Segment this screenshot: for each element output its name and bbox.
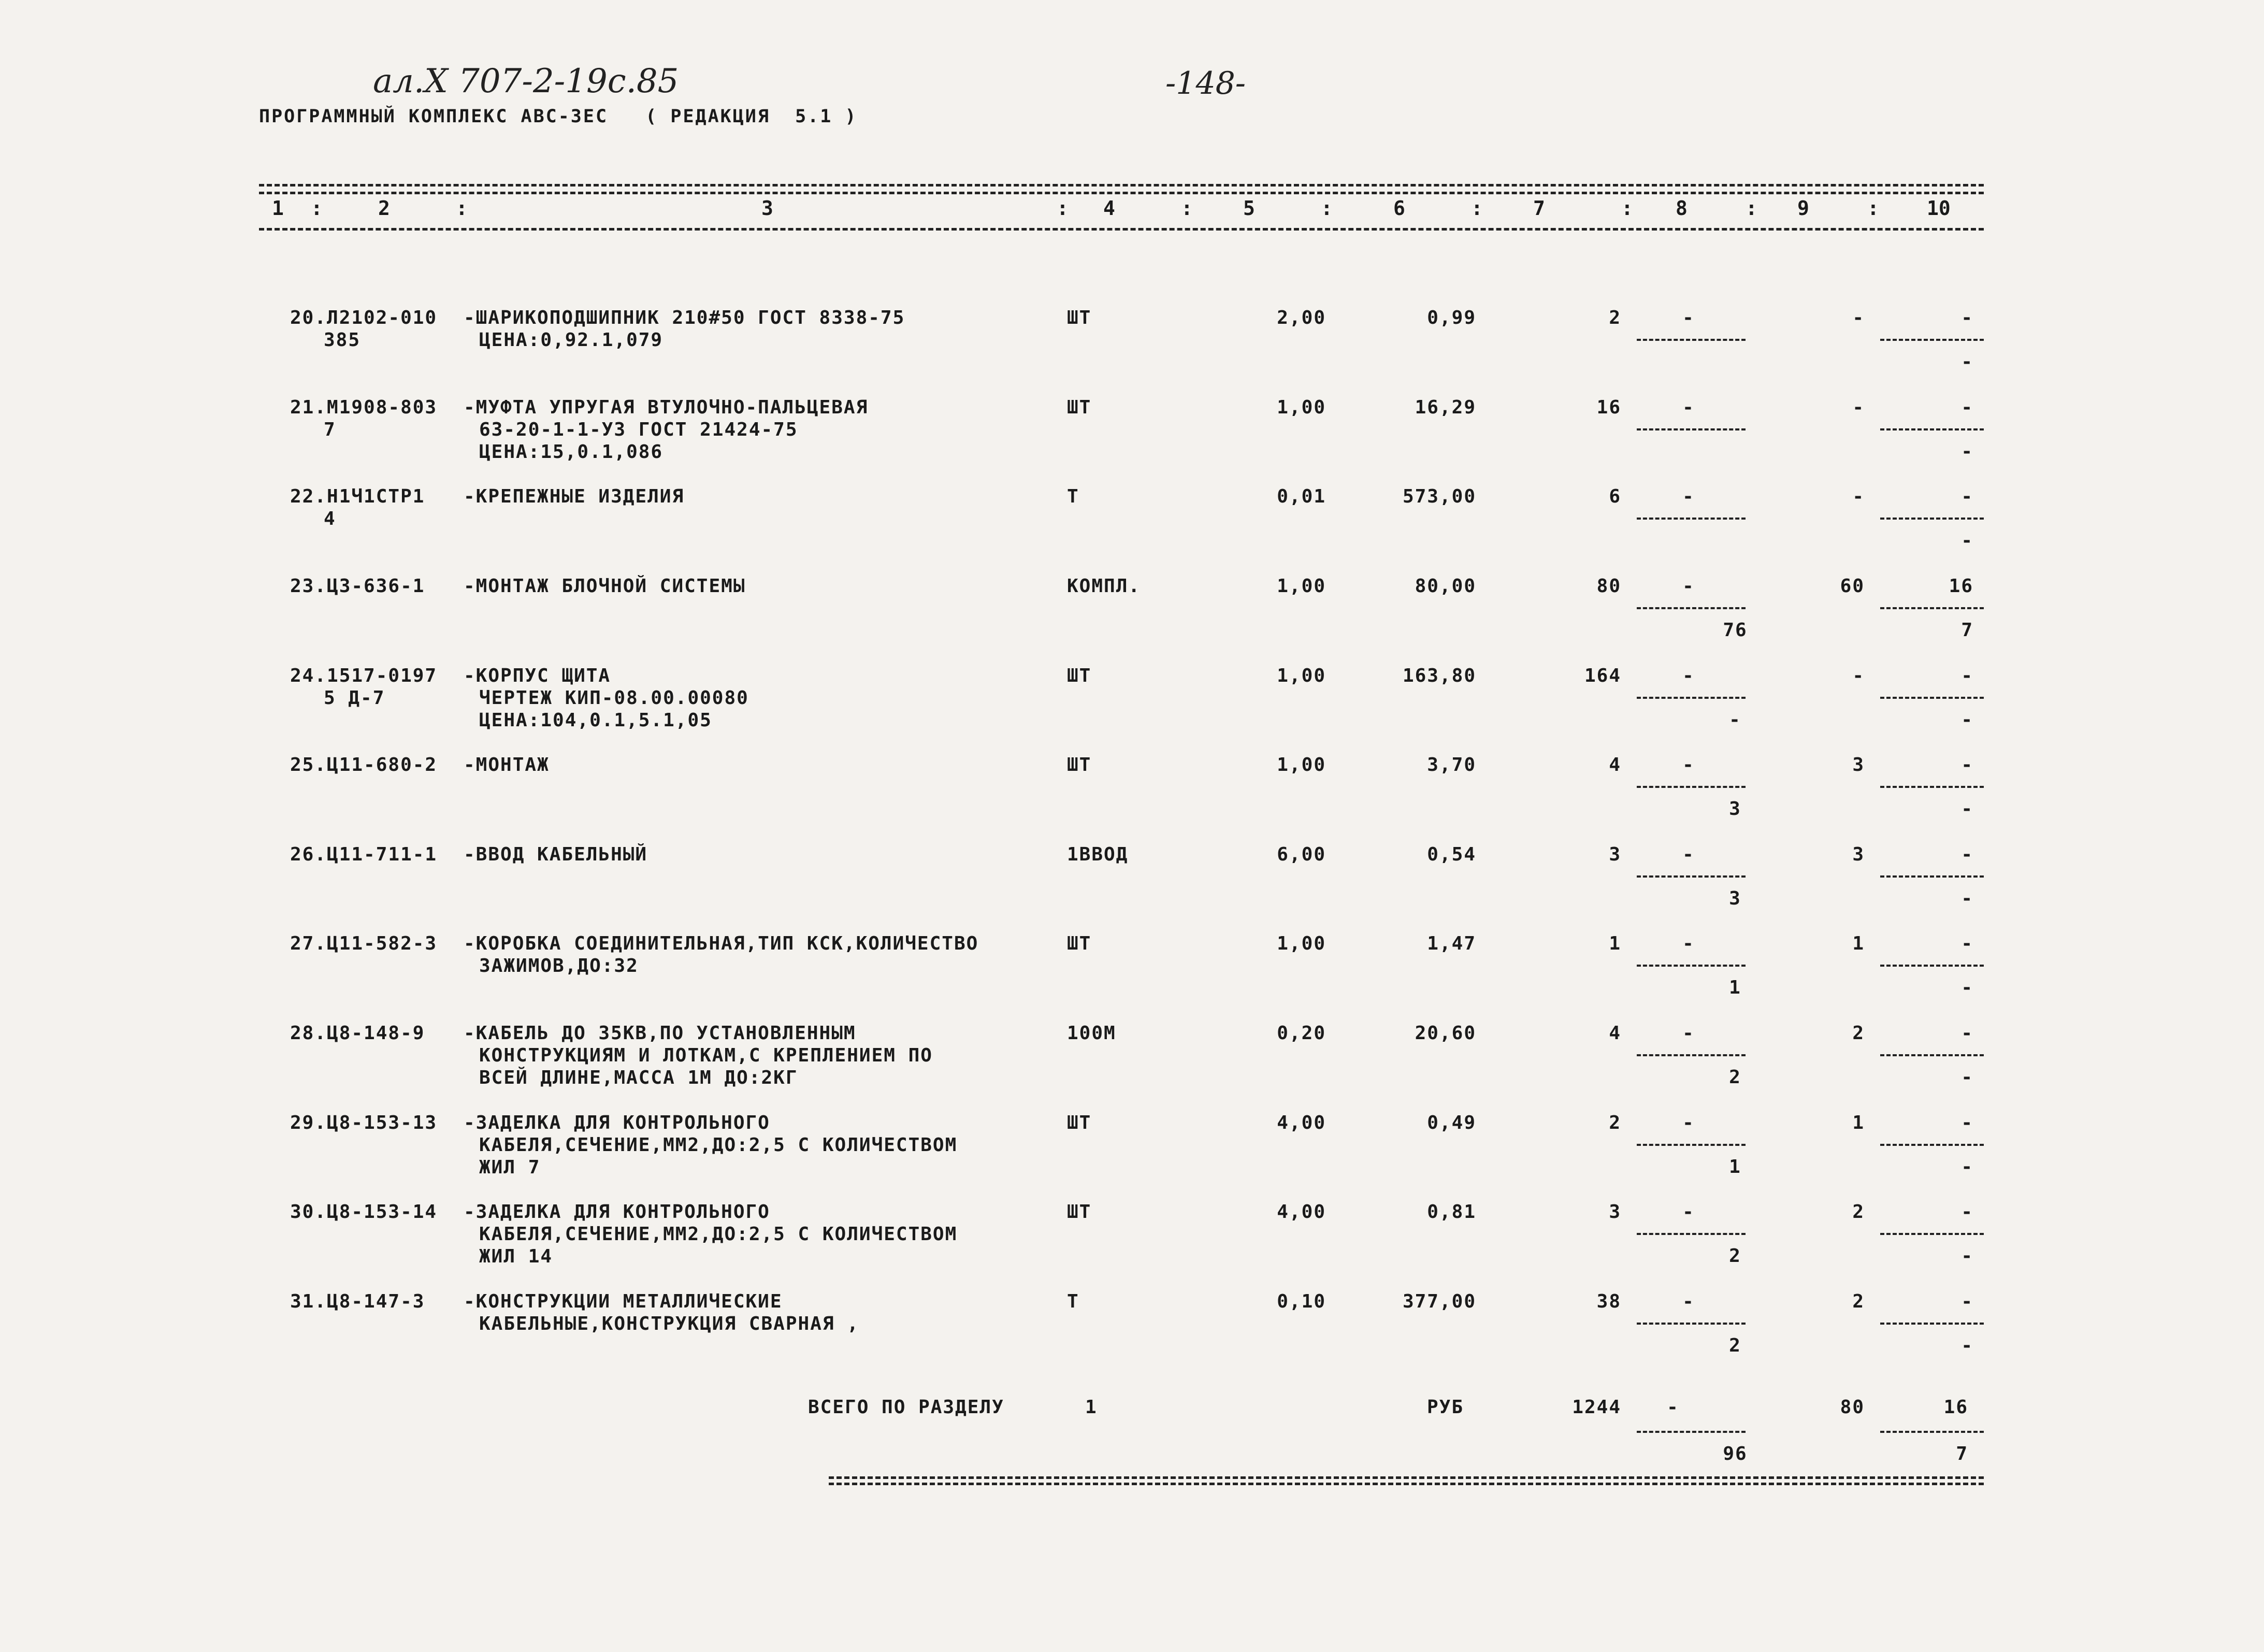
column-header-3: 3 xyxy=(761,197,773,220)
row-description-line: -МОНТАЖ БЛОЧНОЙ СИСТЕМЫ xyxy=(464,576,746,597)
row-total: 2 xyxy=(1609,307,1621,328)
summary-col8-rule xyxy=(1637,1431,1746,1433)
row-col10-bottom: - xyxy=(1961,1335,1973,1356)
row-code: 31.Ц8-147-3 xyxy=(290,1291,425,1312)
column-header-7: 7 xyxy=(1533,197,1545,220)
row-col9: 3 xyxy=(1852,754,1865,775)
row-col8-rule xyxy=(1637,697,1746,699)
row-unit: ШТ xyxy=(1067,307,1092,328)
row-col8-top: - xyxy=(1682,1023,1695,1044)
row-description-line: -КАБЕЛЬ ДО 35КВ,ПО УСТАНОВЛЕННЫМ xyxy=(464,1023,856,1044)
column-separator: : xyxy=(1746,197,1757,220)
column-header-10: 10 xyxy=(1927,197,1951,220)
row-col9: 1 xyxy=(1852,1112,1865,1133)
row-unit: Т xyxy=(1067,1291,1079,1312)
row-price: 377,00 xyxy=(1402,1291,1476,1312)
row-description-line: ЧЕРТЕЖ КИП-08.00.00080 xyxy=(479,687,749,709)
row-quantity: 0,01 xyxy=(1277,486,1326,507)
row-col8-top: - xyxy=(1682,665,1695,686)
row-col10-rule xyxy=(1880,339,1984,341)
row-description-line: ЖИЛ 7 xyxy=(479,1157,541,1178)
column-header-4: 4 xyxy=(1103,197,1115,220)
row-code: 23.Ц3-636-1 xyxy=(290,576,425,597)
row-col10-bottom: 7 xyxy=(1961,620,1973,641)
row-col8-rule xyxy=(1637,428,1746,430)
row-total: 1 xyxy=(1609,933,1621,954)
row-col10-rule xyxy=(1880,875,1984,878)
row-code: 24.1517-0197 xyxy=(290,665,438,686)
row-price: 0,54 xyxy=(1427,844,1476,865)
row-total: 6 xyxy=(1609,486,1621,507)
row-quantity: 0,10 xyxy=(1277,1291,1326,1312)
row-code-suffix: 5 Д-7 xyxy=(324,687,385,709)
column-header-2: 2 xyxy=(378,197,390,220)
row-description-line: -КОНСТРУКЦИИ МЕТАЛЛИЧЕСКИЕ xyxy=(464,1291,783,1312)
row-col9: - xyxy=(1852,397,1865,418)
row-col8-top: - xyxy=(1682,933,1695,954)
row-description-line: -МОНТАЖ xyxy=(464,754,550,775)
row-code: 26.Ц11-711-1 xyxy=(290,844,438,865)
row-col9: 2 xyxy=(1852,1023,1865,1044)
row-unit: Т xyxy=(1067,486,1079,507)
table-top-rule xyxy=(259,184,1984,186)
row-description-line: -КОРОБКА СОЕДИНИТЕЛЬНАЯ,ТИП КСК,КОЛИЧЕСТВО xyxy=(464,933,979,954)
row-unit: КОМПЛ. xyxy=(1067,576,1141,597)
column-header-8: 8 xyxy=(1676,197,1688,220)
row-col9: 3 xyxy=(1852,844,1865,865)
row-col10-rule xyxy=(1880,428,1984,430)
row-code: 21.М1908-803 xyxy=(290,397,438,418)
row-col8-rule xyxy=(1637,875,1746,878)
row-code: 20.Л2102-010 xyxy=(290,307,438,328)
row-col10-rule xyxy=(1880,1323,1984,1325)
row-col8-rule xyxy=(1637,965,1746,967)
row-col9: - xyxy=(1852,665,1865,686)
row-description-line: -КРЕПЕЖНЫЕ ИЗДЕЛИЯ xyxy=(464,486,685,507)
row-total: 164 xyxy=(1584,665,1621,686)
row-col8-bottom: 2 xyxy=(1729,1245,1741,1267)
row-unit: ШТ xyxy=(1067,397,1092,418)
row-col10-top: - xyxy=(1961,1291,1973,1312)
row-description-line: КАБЕЛЯ,СЕЧЕНИЕ,ММ2,ДО:2,5 С КОЛИЧЕСТВОМ xyxy=(479,1224,958,1245)
page-number: -148- xyxy=(1165,65,1246,102)
row-col8-rule xyxy=(1637,1054,1746,1056)
table-bottom-rule-2 xyxy=(829,1483,1984,1485)
row-description-line: 63-20-1-1-У3 ГОСТ 21424-75 xyxy=(479,419,798,440)
program-header: ПРОГРАММНЫЙ КОМПЛЕКС АВС-ЗЕС ( РЕДАКЦИЯ 5.1 ) xyxy=(259,106,858,127)
row-col8-bottom: 2 xyxy=(1729,1335,1741,1356)
row-col10-bottom: - xyxy=(1961,1245,1973,1267)
row-code: 28.Ц8-148-9 xyxy=(290,1023,425,1044)
row-col8-rule xyxy=(1637,607,1746,609)
summary-col10-bottom: 7 xyxy=(1956,1443,1968,1464)
row-col8-top: - xyxy=(1682,307,1695,328)
row-price: 1,47 xyxy=(1427,933,1476,954)
row-col10-top: - xyxy=(1961,1112,1973,1133)
row-total: 16 xyxy=(1596,397,1621,418)
row-col10-rule xyxy=(1880,965,1984,967)
row-quantity: 2,00 xyxy=(1277,307,1326,328)
row-col8-top: - xyxy=(1682,397,1695,418)
row-description-line: -КОРПУС ЩИТА xyxy=(464,665,611,686)
row-total: 2 xyxy=(1609,1112,1621,1133)
column-header-9: 9 xyxy=(1797,197,1809,220)
row-price: 0,49 xyxy=(1427,1112,1476,1133)
row-col8-top: - xyxy=(1682,754,1695,775)
row-quantity: 1,00 xyxy=(1277,754,1326,775)
column-header-6: 6 xyxy=(1393,197,1405,220)
row-unit: ШТ xyxy=(1067,933,1092,954)
row-price: 573,00 xyxy=(1402,486,1476,507)
row-total: 3 xyxy=(1609,844,1621,865)
row-col9: 2 xyxy=(1852,1201,1865,1223)
row-col10-rule xyxy=(1880,1054,1984,1056)
summary-label: ВСЕГО ПО РАЗДЕЛУ xyxy=(808,1397,1004,1418)
row-col8-rule xyxy=(1637,1233,1746,1235)
row-col10-bottom: - xyxy=(1961,1067,1973,1088)
row-description-line: КОНСТРУКЦИЯМ И ЛОТКАМ,С КРЕПЛЕНИЕМ ПО xyxy=(479,1045,933,1066)
row-col10-rule xyxy=(1880,518,1984,520)
row-col10-top: - xyxy=(1961,844,1973,865)
column-separator: : xyxy=(1471,197,1483,220)
row-col10-bottom: - xyxy=(1961,1156,1973,1177)
column-separator: : xyxy=(1181,197,1193,220)
row-description-line: КАБЕЛЯ,СЕЧЕНИЕ,ММ2,ДО:2,5 С КОЛИЧЕСТВОМ xyxy=(479,1134,958,1156)
column-separator: : xyxy=(311,197,323,220)
row-quantity: 1,00 xyxy=(1277,933,1326,954)
row-quantity: 1,00 xyxy=(1277,576,1326,597)
row-quantity: 4,00 xyxy=(1277,1112,1326,1133)
row-col10-bottom: - xyxy=(1961,888,1973,909)
row-unit: ШТ xyxy=(1067,1201,1092,1223)
row-col10-bottom: - xyxy=(1961,709,1973,730)
summary-col10-top: 16 xyxy=(1943,1397,1968,1418)
row-code: 30.Ц8-153-14 xyxy=(290,1201,438,1223)
summary-col8-bottom: 96 xyxy=(1723,1443,1748,1464)
column-separator: : xyxy=(456,197,468,220)
row-col8-bottom: 3 xyxy=(1729,888,1741,909)
row-price: 3,70 xyxy=(1427,754,1476,775)
row-col8-rule xyxy=(1637,1144,1746,1146)
row-col8-top: - xyxy=(1682,1201,1695,1223)
row-col8-top: - xyxy=(1682,1112,1695,1133)
row-col8-bottom: 1 xyxy=(1729,977,1741,998)
row-col8-top: - xyxy=(1682,486,1695,507)
row-description-line: ЗАЖИМОВ,ДО:32 xyxy=(479,955,639,976)
summary-col10-rule xyxy=(1880,1431,1984,1433)
row-col9: 60 xyxy=(1840,576,1865,597)
row-price: 163,80 xyxy=(1402,665,1476,686)
row-col10-rule xyxy=(1880,697,1984,699)
summary-currency: РУБ xyxy=(1427,1397,1464,1418)
row-unit: 1ВВОД xyxy=(1067,844,1129,865)
row-col8-rule xyxy=(1637,518,1746,520)
row-total: 3 xyxy=(1609,1201,1621,1223)
row-col8-bottom: 3 xyxy=(1729,798,1741,820)
row-price: 0,81 xyxy=(1427,1201,1476,1223)
table-bottom-rule xyxy=(829,1476,1984,1479)
row-col9: - xyxy=(1852,486,1865,507)
column-header-1: 1 xyxy=(272,197,284,220)
row-col10-top: - xyxy=(1961,1201,1973,1223)
row-code: 22.Н1Ч1СТР1 xyxy=(290,486,425,507)
row-description-line: -МУФТА УПРУГАЯ ВТУЛОЧНО-ПАЛЬЦЕВАЯ xyxy=(464,397,869,418)
row-code: 27.Ц11-582-3 xyxy=(290,933,438,954)
row-description-line: -ЗАДЕЛКА ДЛЯ КОНТРОЛЬНОГО xyxy=(464,1201,770,1223)
row-unit: ШТ xyxy=(1067,1112,1092,1133)
row-description-line: -ЗАДЕЛКА ДЛЯ КОНТРОЛЬНОГО xyxy=(464,1112,770,1133)
summary-col9: 80 xyxy=(1840,1397,1865,1418)
row-unit: ШТ xyxy=(1067,665,1092,686)
row-col10-top: 16 xyxy=(1949,576,1973,597)
summary-col8-top: - xyxy=(1667,1397,1679,1418)
row-col10-top: - xyxy=(1961,665,1973,686)
summary-total: 1244 xyxy=(1572,1397,1621,1418)
row-col10-rule xyxy=(1880,786,1984,788)
row-col10-bottom: - xyxy=(1961,351,1973,372)
column-separator: : xyxy=(1057,197,1069,220)
column-separator: : xyxy=(1867,197,1879,220)
row-quantity: 0,20 xyxy=(1277,1023,1326,1044)
row-code-suffix: 385 xyxy=(324,329,361,351)
row-col10-bottom: - xyxy=(1961,977,1973,998)
row-col10-top: - xyxy=(1961,754,1973,775)
row-col10-top: - xyxy=(1961,1023,1973,1044)
row-col8-bottom: 2 xyxy=(1729,1067,1741,1088)
row-col8-bottom: 76 xyxy=(1723,620,1748,641)
row-description-line: -ВВОД КАБЕЛЬНЫЙ xyxy=(464,844,648,865)
row-quantity: 1,00 xyxy=(1277,665,1326,686)
row-price: 80,00 xyxy=(1415,576,1476,597)
row-unit: 100М xyxy=(1067,1023,1116,1044)
row-col10-bottom: - xyxy=(1961,530,1973,551)
row-col8-rule xyxy=(1637,1323,1746,1325)
row-unit: ШТ xyxy=(1067,754,1092,775)
row-code: 25.Ц11-680-2 xyxy=(290,754,438,775)
column-separator: : xyxy=(1621,197,1633,220)
row-col8-top: - xyxy=(1682,1291,1695,1312)
row-code-suffix: 7 xyxy=(324,419,336,440)
row-price: 0,99 xyxy=(1427,307,1476,328)
row-col8-rule xyxy=(1637,339,1746,341)
row-col10-bottom: - xyxy=(1961,798,1973,820)
row-description-line: ЦЕНА:0,92.1,079 xyxy=(479,329,664,351)
row-col10-top: - xyxy=(1961,486,1973,507)
row-description-line: ЦЕНА:15,0.1,086 xyxy=(479,441,664,463)
row-quantity: 6,00 xyxy=(1277,844,1326,865)
row-code-suffix: 4 xyxy=(324,508,336,529)
row-description-line: ВСЕЙ ДЛИНЕ,МАССА 1М ДО:2КГ xyxy=(479,1067,798,1088)
row-total: 4 xyxy=(1609,754,1621,775)
row-description-line: КАБЕЛЬНЫЕ,КОНСТРУКЦИЯ СВАРНАЯ , xyxy=(479,1313,859,1334)
row-col9: 2 xyxy=(1852,1291,1865,1312)
column-header-5: 5 xyxy=(1243,197,1255,220)
row-col10-bottom: - xyxy=(1961,441,1973,462)
row-description-line: ЦЕНА:104,0.1,5.1,05 xyxy=(479,710,712,731)
row-total: 38 xyxy=(1596,1291,1621,1312)
row-col9: - xyxy=(1852,307,1865,328)
header-bottom-rule xyxy=(259,228,1984,231)
row-col10-rule xyxy=(1880,607,1984,609)
row-code: 29.Ц8-153-13 xyxy=(290,1112,438,1133)
row-price: 20,60 xyxy=(1415,1023,1476,1044)
row-quantity: 4,00 xyxy=(1277,1201,1326,1223)
row-col8-top: - xyxy=(1682,844,1695,865)
row-col10-rule xyxy=(1880,1144,1984,1146)
row-price: 16,29 xyxy=(1415,397,1476,418)
summary-section: 1 xyxy=(1085,1397,1098,1418)
row-quantity: 1,00 xyxy=(1277,397,1326,418)
row-description-line: ЖИЛ 14 xyxy=(479,1246,553,1267)
row-col10-top: - xyxy=(1961,307,1973,328)
row-col10-top: - xyxy=(1961,933,1973,954)
row-total: 4 xyxy=(1609,1023,1621,1044)
row-col8-bottom: 1 xyxy=(1729,1156,1741,1177)
column-separator: : xyxy=(1321,197,1333,220)
row-col10-top: - xyxy=(1961,397,1973,418)
row-total: 80 xyxy=(1596,576,1621,597)
row-description-line: -ШАРИКОПОДШИПНИК 210#50 ГОСТ 8338-75 xyxy=(464,307,905,328)
row-col9: 1 xyxy=(1852,933,1865,954)
row-col8-rule xyxy=(1637,786,1746,788)
handwritten-reference: ал.Х 707-2-19с.85 xyxy=(373,62,679,100)
table-top-rule-2 xyxy=(259,192,1984,194)
row-col8-top: - xyxy=(1682,576,1695,597)
row-col8-bottom: - xyxy=(1729,709,1741,730)
row-col10-rule xyxy=(1880,1233,1984,1235)
